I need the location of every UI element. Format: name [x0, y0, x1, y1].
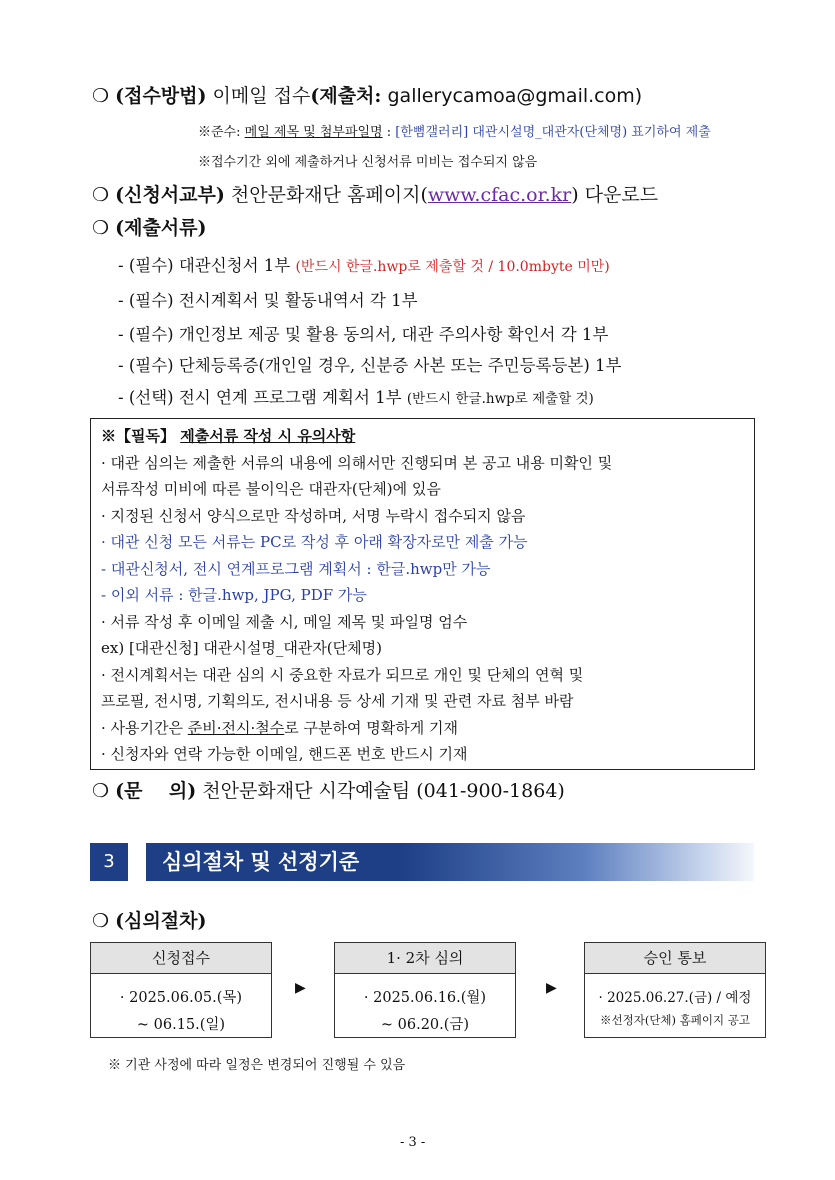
submission-note-1	[198, 121, 711, 140]
step-header: 1· 2차 심의	[335, 943, 515, 974]
procedure-step-box	[334, 942, 516, 1038]
documents-heading	[92, 213, 207, 240]
document-item-text: - (필수) 대관신청서 1부	[118, 256, 291, 275]
step-header: 신청접수	[91, 943, 271, 974]
section-number: 3	[90, 843, 128, 881]
form-download-line	[92, 180, 658, 207]
document-item-text: - (선택) 전시 연계 프로그램 계획서 1부	[118, 388, 402, 407]
submission-email: gallerycamoa@gmail.com)	[387, 85, 643, 107]
document-item	[118, 252, 610, 276]
form-download-label: (신청서교부)	[115, 184, 225, 206]
notice-line: · 신청자와 연락 가능한 이메일, 핸드폰 번호 반드시 기재	[101, 745, 468, 763]
notice-title-prefix: ※【필독】	[101, 427, 175, 445]
notice-line: · 대관 심의는 제출한 서류의 내용에 의해서만 진행되며 본 공고 내용 미확인 및	[101, 454, 613, 472]
document-item	[118, 352, 621, 376]
step-line: ~ 06.15.(일)	[136, 1017, 226, 1033]
inquiry-label: (문 의)	[115, 780, 197, 802]
notice-line: · 서류 작성 후 이메일 제출 시, 메일 제목 및 파일명 엄수	[101, 613, 468, 631]
document-item-extra: (반드시 한글.hwp로 제출할 것 / 10.0mbyte 미만)	[295, 259, 610, 275]
notice-usage-suffix: 로 구분하여 명확하게 기재	[284, 719, 458, 737]
document-item	[118, 321, 608, 345]
document-item-text: - (필수) 전시계획서 및 활동내역서 각 1부	[118, 291, 418, 310]
procedure-label: (심의절차)	[115, 910, 207, 932]
section-title: 심의절차 및 선정기준	[146, 843, 754, 881]
notice-title-text: 제출서류 작성 시 유의사항	[180, 427, 356, 445]
document-item-extra: (반드시 한글.hwp로 제출할 것)	[406, 391, 594, 407]
bullet-icon: ❍	[92, 217, 110, 239]
submission-line	[92, 81, 642, 108]
notice-line: 서류작성 미비에 따른 불이익은 대관자(단체)에 있음	[101, 480, 441, 498]
step-line: ※선정자(단체) 홈페이지 공고	[600, 1013, 750, 1027]
notice-usage-underlined: 준비·전시·철수	[187, 719, 285, 737]
notice-line: · 지정된 신청서 양식으로만 작성하며, 서명 누락시 접수되지 않음	[101, 507, 526, 525]
step-header: 승인 통보	[585, 943, 765, 974]
submission-label: (접수방법)	[115, 85, 207, 107]
step-line: · 2025.06.27.(금) / 예정	[598, 990, 752, 1006]
step-line: · 2025.06.05.(목)	[119, 990, 243, 1006]
bullet-icon: ❍	[92, 780, 110, 802]
procedure-note: ※ 기관 사정에 따라 일정은 변경되어 진행될 수 있음	[108, 1058, 406, 1073]
note1-colon: :	[386, 125, 392, 140]
notice-title	[101, 425, 355, 446]
notice-line: 프로필, 전시명, 기획의도, 전시내용 등 상세 기재 및 관련 자료 첨부 바람	[101, 692, 574, 710]
notice-line: ex) [대관신청] 대관시설명_대관자(단체명)	[101, 639, 382, 657]
bullet-icon: ❍	[92, 184, 110, 206]
procedure-step-box	[90, 942, 272, 1038]
notice-usage-prefix: · 사용기간은	[101, 719, 188, 737]
note1-underlined: 메일 제목 및 첨부파일명	[244, 125, 383, 140]
submission-note-2: ※접수기간 외에 제출하거나 신청서류 미비는 접수되지 않음	[198, 155, 538, 170]
submission-paren-label: (제출처:	[310, 85, 382, 107]
notice-line: · 전시계획서는 대관 심의 시 중요한 자료가 되므로 개인 및 단체의 연혁 및	[101, 666, 584, 684]
inquiry-text: 천안문화재단 시각예술팀 (041-900-1864)	[202, 780, 565, 802]
form-download-text: 천안문화재단 홈페이지(	[230, 184, 428, 206]
inquiry-line	[92, 776, 565, 803]
procedure-heading	[92, 906, 207, 933]
step-line: · 2025.06.16.(월)	[363, 990, 487, 1006]
document-item	[118, 384, 594, 408]
document-item-text: - (필수) 단체등록증(개인일 경우, 신분증 사본 또는 주민등록등본) 1부	[118, 356, 622, 375]
arrow-right-icon: ▶	[295, 980, 306, 996]
bullet-icon: ❍	[92, 910, 110, 932]
note1-prefix: ※준수:	[198, 125, 241, 140]
procedure-step-box	[584, 942, 766, 1038]
homepage-link[interactable]: www.cfac.or.kr	[427, 184, 572, 206]
document-item-text: - (필수) 개인정보 제공 및 활용 동의서, 대관 주의사항 확인서 각 1부	[118, 325, 609, 344]
notice-line: - 이외 서류 : 한글.hwp, JPG, PDF 가능	[101, 586, 367, 604]
document-item	[118, 287, 418, 311]
note1-blue: [한뼘갤러리] 대관시설명_대관자(단체명) 표기하여 제출	[395, 125, 711, 140]
step-line: ~ 06.20.(금)	[380, 1017, 470, 1033]
notice-box	[90, 418, 755, 770]
form-download-suffix: ) 다운로드	[571, 184, 659, 206]
documents-label: (제출서류)	[115, 217, 207, 239]
page-number: - 3 -	[400, 1135, 426, 1150]
notice-line: · 대관 신청 모든 서류는 PC로 작성 후 아래 확장자로만 제출 가능	[101, 533, 528, 551]
submission-text: 이메일 접수	[212, 85, 311, 107]
bullet-icon: ❍	[92, 85, 110, 107]
notice-line	[101, 717, 458, 738]
notice-line: - 대관신청서, 전시 연계프로그램 계획서 : 한글.hwp만 가능	[101, 560, 491, 578]
arrow-right-icon: ▶	[546, 980, 557, 996]
